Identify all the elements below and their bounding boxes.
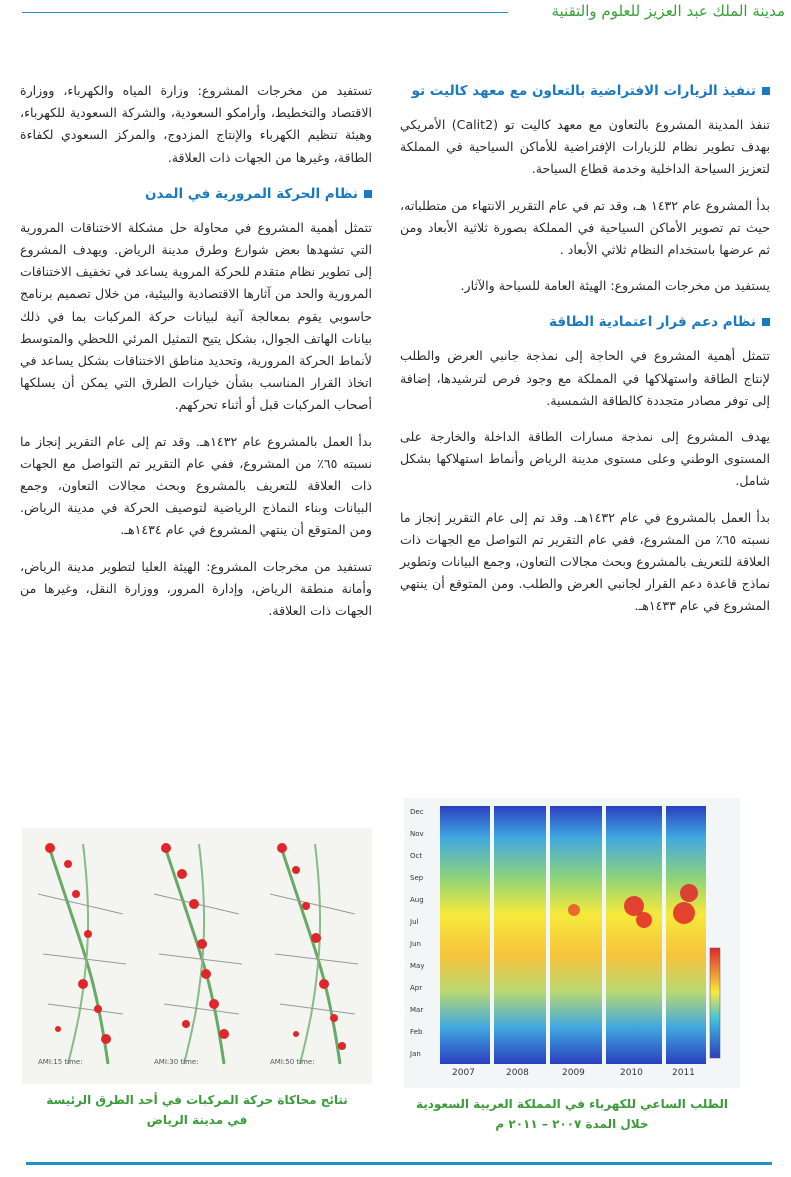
header-divider (22, 12, 508, 13)
panel-label: AMI:15 time: (38, 1058, 83, 1066)
heatmap-hotspot (680, 884, 698, 902)
paragraph: بدأ العمل بالمشروع في عام ١٤٣٢هـ. وقد تم إلى عام التقرير إنجاز ما نسبته ٦٥٪ من المشروع، ففي عام التقرير تم التواصل مع الجهات ذات العلاقة للتعريف بالمشروع وبحث مجالات التعاون، وجمع البيانات وتطوير نماذج قاعدة دعم القرار لجانبي العرض والطلب. ومن المتوقع أن ينتهي المشروع في عام ١٤٣٣هـ. (400, 509, 770, 614)
month-label: Mar (410, 1006, 424, 1014)
heatmap-band-2011 (666, 806, 706, 1064)
year-label: 2007 (452, 1068, 475, 1078)
heatmap-hotspot (636, 912, 652, 928)
caption-line: في مدينة الرياض (146, 1113, 248, 1127)
month-label: Aug (410, 896, 424, 904)
month-label: Sep (410, 874, 424, 882)
square-bullet-icon (762, 87, 770, 95)
month-label: Oct (410, 852, 423, 860)
paragraph: تتمثل أهمية المشروع في الحاجة إلى نمذجة جانبي العرض والطلب لإنتاج الطاقة واستهلاكها في المملكة مع وجود فرص لترشيدها، إضافة إلى توفر مصادر متجددة كالطاقة الشمسية. (400, 348, 770, 408)
month-label: Jun (410, 940, 421, 948)
section-heading-traffic (20, 183, 372, 205)
footer-divider (26, 1162, 772, 1165)
heatmap-hotspot (568, 904, 580, 916)
month-label: Dec (410, 808, 424, 816)
simulation-panel (28, 834, 136, 1070)
heading-text: تنفيذ الزيارات الافتراضية بالتعاون مع معهد كاليت تو (411, 83, 756, 99)
header-title: مدينة الملك عبد العزيز للعلوم والتقنية (551, 2, 785, 20)
month-label: Apr (410, 984, 423, 992)
year-label: 2009 (562, 1068, 585, 1078)
heading-text: نظام الحركة المرورية في المدن (145, 185, 358, 202)
month-label: May (410, 962, 425, 970)
panel-label: AMI:30 time: (154, 1058, 199, 1066)
heatmap-graphic (404, 798, 740, 1088)
year-label: 2010 (620, 1068, 643, 1078)
paragraph: يهدف المشروع إلى نمذجة مسارات الطاقة الداخلة والخارجة على المستوى الوطني وعلى مستوى مدينة الرياض وأنماط استهلاكها بشكل شامل. (400, 429, 770, 489)
month-label: Jul (410, 918, 419, 926)
paragraph: تستفيد من مخرجات المشروع: وزارة المياه والكهرباء، ووزارة الاقتصاد والتخطيط، وأرامكو السعودية، والشركة السعودية للكهرباء، وهيئة تنظيم الكهرباء والإنتاج المزدوج، والمركز السعودي لكفاءة الطاقة، وغيرها من الجهات ذات العلاقة. (20, 83, 372, 165)
section-heading-energy (400, 311, 770, 333)
road-network-graphic (28, 834, 136, 1070)
traffic-simulation-figure (22, 828, 372, 1084)
heatmap-band-2008 (494, 806, 546, 1064)
paragraph: تستفيد من مخرجات المشروع: الهيئة العليا لتطوير مدينة الرياض، وأمانة منطقة الرياض، وإدارة المرور، ووزارة النقل، وغيرها من الجهات ذات العلاقة. (20, 558, 372, 619)
paragraph: تنفذ المدينة المشروع بالتعاون مع معهد كاليت تو (Calit2) الأمريكي بهدف تطوير نظام للزيارات الإفتراضية للأماكن السياحية في المملكة لتعزيز السياحة الداخلية وخدمة قطاع السياحة. (400, 117, 770, 177)
paragraph: يستفيد من مخرجات المشروع: الهيئة العامة للسياحة والآثار. (460, 278, 770, 294)
square-bullet-icon (364, 190, 372, 198)
section-heading-virtual-visits (400, 80, 770, 102)
year-label: 2008 (506, 1068, 529, 1078)
caption-line: الطلب الساعي للكهرباء في المملكة العربية السعودية (415, 1097, 729, 1111)
heatmap-band-2010 (606, 806, 662, 1064)
caption-line: نتائج محاكاة حركة المركبات في أحد الطرق الرئيسة (46, 1093, 348, 1107)
month-label: Feb (410, 1028, 423, 1036)
paragraph: بدأ العمل بالمشروع عام ١٤٣٢هـ. وقد تم إلى عام التقرير إنجاز ما نسبته ٦٥٪ من المشروع، ففي عام التقرير تم التواصل مع الجهات ذات العلاقة للتعريف بالمشروع وبحث مجالات التعاون، وجمع البيانات وبناء النماذج الرياضية لتوصيف الحركة في مدينة الرياض. ومن المتوقع أن ينتهي المشروع في عام ١٤٣٤هـ. (20, 433, 373, 538)
heading-text: نظام دعم قرار اعتمادية الطاقة (549, 314, 756, 331)
heatmap-caption (404, 1094, 740, 1134)
square-bullet-icon (762, 318, 770, 326)
heatmap-hotspot (673, 902, 695, 924)
month-label: Nov (410, 830, 424, 838)
electricity-demand-heatmap (404, 798, 740, 1088)
heatmap-band-2009 (550, 806, 602, 1064)
right-column (400, 80, 770, 632)
traffic-caption (22, 1090, 372, 1130)
left-column (20, 80, 372, 636)
heatmap-color-legend (710, 948, 720, 1058)
road-network-graphic (144, 834, 252, 1070)
paragraph: تتمثل أهمية المشروع في محاولة حل مشكلة الاختناقات المرورية التي تشهدها بعض شوارع وطرق مدينة الرياض. ويهدف المشروع إلى تطوير نظام متقدم للحركة المروية يساعد في تخفيف الاختناقات المرورية والحد من آثارها الاقتصادية والبيئية، من خلال تصميم برنامج حاسوبي يقوم بمعالجة آنية لبيانات حركة المركبات بما في ذلك بيانات الهاتف الجوال، بشكل يتيح التمثيل المرئي اللحظي والمتوسط لأنماط الحركة المرورية، وتحديد مناطق الاختناقات بشكل يساعد في اتخاذ القرار المناسب بشأن خيارات الطرق التي يمكن أن يسلكها أصحاب المركبات قبل أو أثناء تحركهم. (20, 219, 372, 413)
simulation-panel (144, 834, 252, 1070)
heatmap-band-2007 (440, 806, 490, 1064)
paragraph: بدأ المشروع عام ١٤٣٢ هـ، وقد تم في عام التقرير الانتهاء من متطلباته، حيث تم تصوير الأماكن السياحية في المملكة بصورة ثلاثية الأبعاد ومن ثم عرضها باستخدام النظام ثلاثي الأبعاد . (400, 197, 770, 258)
year-label: 2011 (672, 1068, 695, 1078)
simulation-panel (260, 834, 368, 1070)
panel-label: AMI:50 time: (270, 1058, 315, 1066)
month-label: Jan (410, 1050, 421, 1058)
caption-line: خلال المدة ٢٠٠٧ – ٢٠١١ م (495, 1117, 649, 1131)
road-network-graphic (260, 834, 368, 1070)
